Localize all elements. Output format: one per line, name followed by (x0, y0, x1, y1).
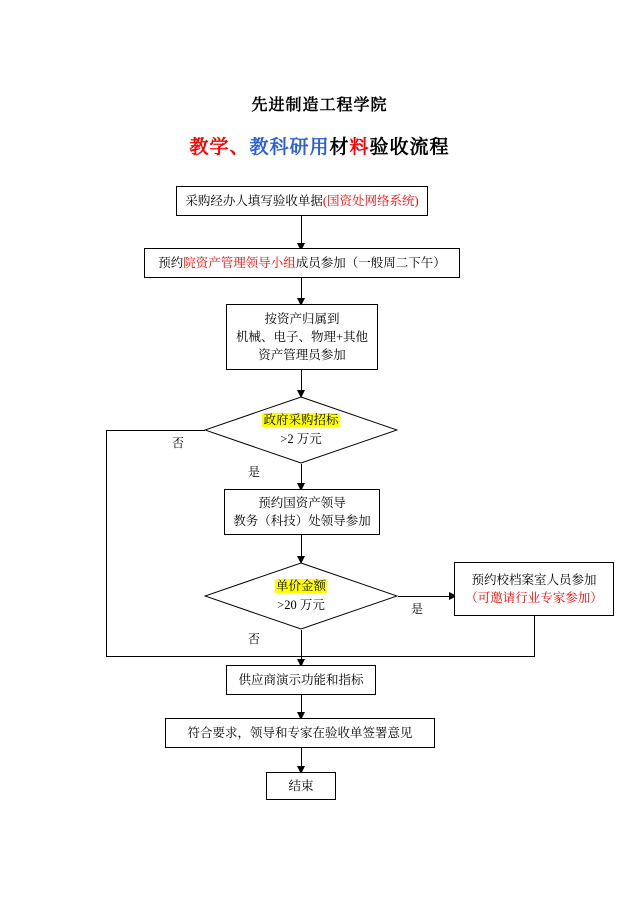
node-1-text: 采购经办人填写验收单据(国资处网络系统) (185, 193, 419, 208)
node-3-line-1: 按资产归属到 (264, 311, 340, 326)
decision-2-label (204, 562, 398, 630)
node-3-line-3: 资产管理员参加 (258, 348, 346, 363)
node-5-line-2: （可邀请行业专家参加） (465, 591, 603, 605)
node-5-line-1: 预约校档案室人员参加 (471, 572, 597, 587)
decision-2-line-1: 单价金额 (275, 579, 326, 594)
edge-label-d1-no: 否 (172, 436, 185, 450)
decision-2-line-2: >20 万元 (277, 598, 325, 612)
connector-d1-no-to-merge (106, 656, 301, 657)
decision-1-line-2: >2 万元 (280, 432, 322, 446)
node-reserve-state-asset-leader[interactable] (224, 489, 380, 535)
connector-n5-down (534, 616, 535, 656)
decision-1-label (204, 396, 398, 464)
node-7-text: 符合要求，领导和专家在验收单签署意见 (187, 725, 413, 740)
title-segment-teaching: 教学、 (189, 137, 250, 158)
decision-unit-price[interactable] (204, 562, 398, 630)
connector-d2-no (301, 630, 302, 657)
node-6-text: 供应商演示功能和指标 (238, 672, 364, 687)
node-end[interactable] (266, 772, 336, 800)
decision-government-procurement[interactable] (204, 396, 398, 464)
connector-d1-no-horizontal (106, 430, 205, 431)
node-supplier-demo[interactable] (226, 665, 376, 695)
node-4-line-1: 预约国资产领导 (258, 495, 346, 510)
connector-d1-no-vertical (106, 430, 107, 656)
edge-label-d1-yes: 是 (248, 465, 261, 479)
node-2-text: 预约院资产管理领导小组成员参加（一般周二下午） (158, 255, 446, 270)
connector-d2-yes (398, 596, 454, 597)
edge-label-d2-yes: 是 (411, 602, 424, 616)
node-asset-attribution[interactable] (226, 304, 378, 370)
node-4-line-2: 教务（科技）处领导参加 (233, 514, 371, 528)
page-title-process (0, 132, 639, 159)
title-segment-liao: 料 (349, 137, 370, 158)
edge-label-d2-no: 否 (248, 632, 261, 646)
node-reserve-asset-group[interactable] (144, 248, 460, 278)
node-reserve-archive-staff[interactable] (454, 562, 614, 616)
node-3-line-2: 机械、电子、物理+其他 (235, 329, 369, 344)
node-purchase-agent-fill-form[interactable] (176, 186, 428, 216)
node-sign-acceptance-form[interactable] (165, 718, 435, 748)
title-segment-material: 材 (329, 137, 350, 158)
node-8-text: 结束 (288, 778, 314, 793)
connector-n5-to-merge (301, 656, 535, 657)
title-segment-research: 教科研用 (249, 137, 330, 158)
decision-1-line-1: 政府采购招标 (263, 413, 339, 428)
title-segment-acceptance: 验收流程 (369, 137, 450, 158)
page-title-institute: 先进制造工程学院 (251, 97, 388, 114)
